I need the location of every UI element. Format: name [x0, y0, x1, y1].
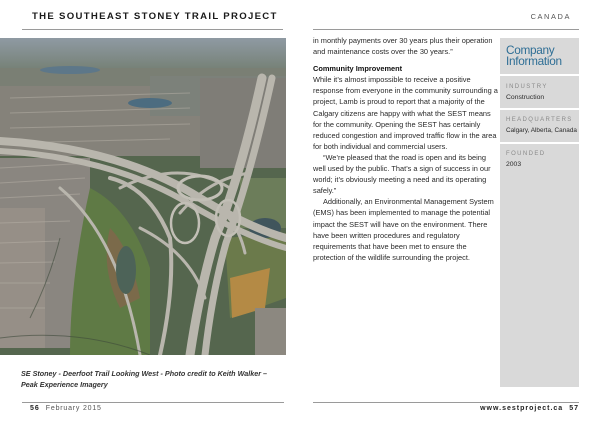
footer-right: [480, 405, 579, 412]
footer-divider-left: [22, 402, 284, 403]
article-intro: in monthly payments over 30 years plus their operation and maintenance costs over the 30 years.”: [313, 36, 493, 57]
article-subhead: Community Improvement: [313, 64, 403, 74]
sidebar-divider: [500, 108, 579, 110]
sidebar-divider: [500, 74, 579, 76]
footer-divider-right: [313, 402, 579, 403]
sidebar-title: Company Information: [506, 43, 562, 69]
footer-left: [30, 405, 102, 412]
headquarters-value: Calgary, Alberta, Canada: [506, 127, 577, 134]
company-info-sidebar: [500, 38, 579, 387]
sidebar-divider: [500, 142, 579, 144]
page-header-country: CANADA: [530, 12, 571, 21]
page-number-left: 56: [30, 405, 40, 412]
aerial-interchange-photo: [0, 38, 286, 355]
website-link[interactable]: www.sestproject.ca: [480, 405, 564, 412]
header-divider-left: [22, 29, 283, 30]
headquarters-label: HEADQUARTERS: [506, 117, 573, 123]
industry-value: Construction: [506, 94, 545, 101]
issue-date: February 2015: [45, 405, 102, 412]
header-divider-right: [313, 29, 579, 30]
article-paragraph: Additionally, an Environmental Management System (EMS) has been implemented to manage the potential impact the SEST will have on the environment. There have been written procedures and regulatory requirements that have been met to ensure the protection of the wildlife surrounding the project.: [313, 197, 494, 262]
founded-label: FOUNDED: [506, 151, 546, 157]
industry-label: INDUSTRY: [506, 84, 548, 90]
page-header-title: THE SOUTHEAST STONEY TRAIL PROJECT: [32, 11, 278, 22]
article-paragraph: While it’s almost impossible to receive a positive response from everyone in the community surrounding a project, Lamb is proud to report that a majority of the Calgary citizens are happy with what the SEST means for the community. Opening the SEST has certainly reduced congestion and improved traffic flow in the area for both individual and commercial users.: [313, 75, 498, 151]
photo-caption: SE Stoney - Deerfoot Trail Looking West - Photo credit to Keith Walker – Peak Experience Imagery: [21, 369, 268, 390]
founded-value: 2003: [506, 161, 522, 168]
article-column: [313, 35, 498, 263]
page-number-right: 57: [569, 405, 579, 412]
article-quote: “We’re pleased that the road is open and its being well used by the public. That’s a sign of success in our world; it’s obviously meeting a need and its operating safely.”: [313, 152, 491, 196]
